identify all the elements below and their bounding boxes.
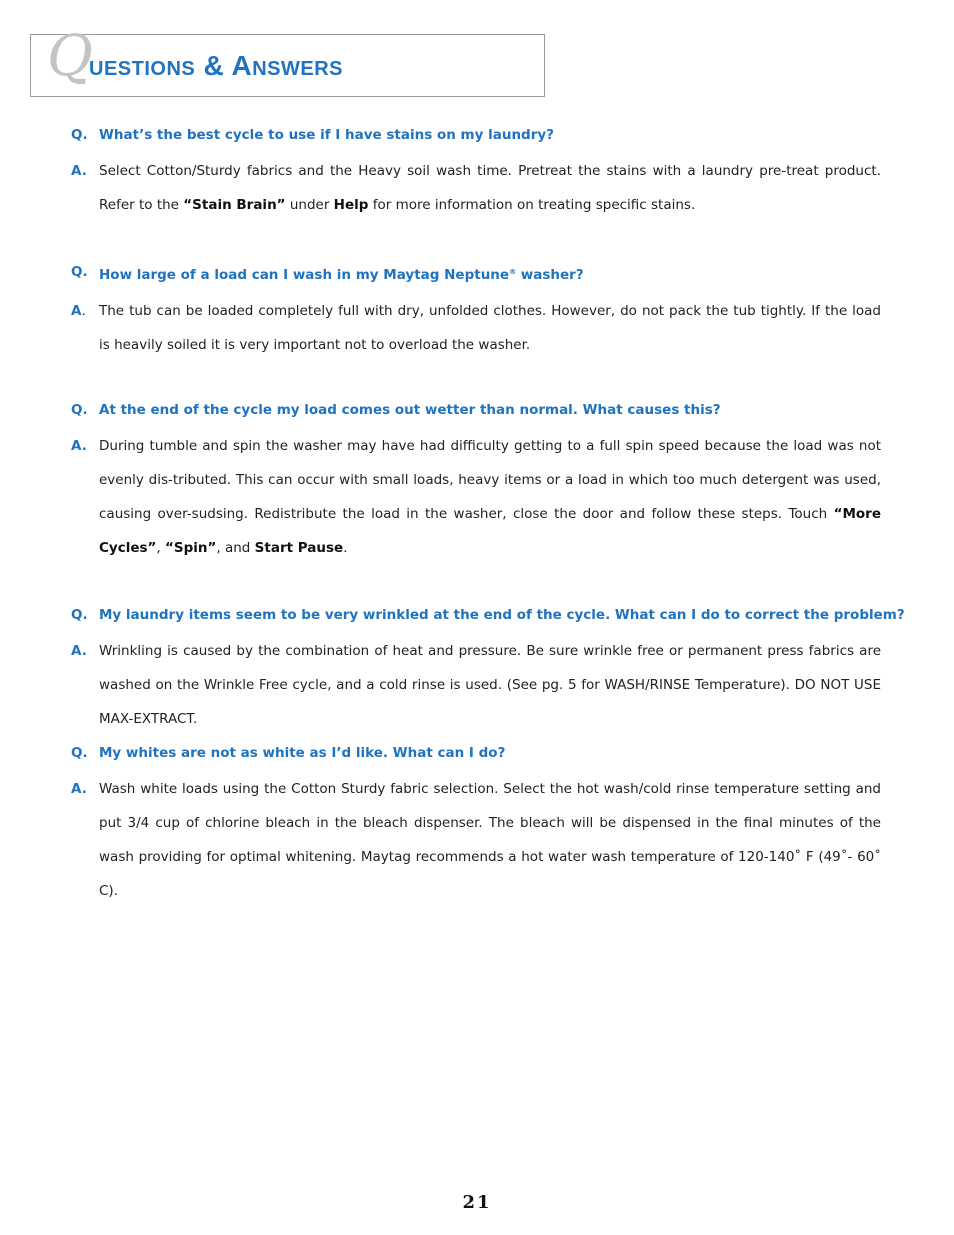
answer-bold-more-cycles: “More Cycles” (99, 506, 881, 556)
question-marker: Q. (71, 745, 88, 761)
question-marker: Q. (71, 402, 88, 418)
answer (71, 429, 881, 565)
qa-item-wrinkles (71, 606, 905, 736)
answer-text: During tumble and spin the washer may have had difficulty getting to a full spin speed because the load was not evenly dis-tributed. This can occur with small loads, heavy items or a load in which too much detergent was used, causing over-sudsing. Redistribute the load in the washer, close the door and follow these steps. Touch (99, 438, 881, 522)
answer-text: . (343, 540, 348, 556)
qa-item-wet-load (71, 401, 881, 565)
answer (71, 294, 881, 362)
question-marker: Q. (71, 607, 88, 623)
question-marker: Q. (71, 264, 88, 280)
answer-marker: A. (71, 163, 87, 179)
question-text: How large of a load can I wash in my Maytag Neptune (99, 267, 510, 283)
question-text: My whites are not as white as I’d like. What can I do? (99, 745, 506, 761)
question (71, 126, 881, 144)
question-text: washer? (516, 267, 584, 283)
page-title: uestions & Answers (89, 50, 343, 81)
answer-marker-letter: A (71, 303, 82, 319)
answer-bold-start-pause: Start Pause (254, 540, 344, 556)
answer-marker (71, 294, 86, 328)
answer-bold-help: Help (333, 197, 369, 213)
header-initial-letter: Q (47, 24, 93, 89)
answer-text: Wash white loads using the Cotton Sturdy fabric selection. Select the hot wash/cold rinse temperature setting and put 3/4 cup of chlorine bleach in the bleach dispenser. The bleach will be dispensed in the final minutes of the wash providing for optimal whitening. Maytag recommends a hot water wash temperature of 120-140˚ F (49˚- 60˚ C). (99, 781, 881, 899)
question-text: What’s the best cycle to use if I have stains on my laundry? (99, 127, 555, 143)
answer (71, 154, 881, 222)
qa-item-whites (71, 744, 881, 908)
question-text: My laundry items seem to be very wrinkled at the end of the cycle. What can I do to correct the problem? (99, 607, 905, 623)
question (71, 263, 881, 284)
answer-text: for more information on treating specific stains. (368, 197, 696, 213)
answer-marker: A. (71, 781, 87, 797)
answer-marker-dot: . (81, 303, 86, 319)
answer (71, 634, 881, 736)
answer-text: under (285, 197, 334, 213)
answer (71, 772, 881, 908)
answer-text: , (156, 540, 165, 556)
answer-text: Select Cotton/Sturdy fabrics and the Heavy soil wash time. Pretreat the stains with a laundry pre-treat product. Refer to the (99, 163, 881, 213)
answer-text: Wrinkling is caused by the combination of heat and pressure. Be sure wrinkle free or permanent press fabrics are washed on the Wrinkle Free cycle, and a cold rinse is used. (See pg. 5 for WASH/RINSE Temperature). DO NOT USE MAX-EXTRACT. (99, 643, 881, 727)
question (71, 401, 881, 419)
question (71, 606, 905, 624)
section-header (30, 24, 545, 97)
answer-bold-stain-brain: “Stain Brain” (183, 197, 286, 213)
qa-item-stains (71, 126, 881, 222)
question (71, 744, 881, 762)
answer-text: The tub can be loaded completely full with dry, unfolded clothes. However, do not pack the tub tightly. If the load is heavily soiled it is very important not to overload the washer. (99, 303, 881, 353)
page-number: 21 (462, 1192, 492, 1213)
answer-text: , and (216, 540, 255, 556)
registered-mark: ® (509, 268, 517, 276)
question-text: At the end of the cycle my load comes out wetter than normal. What causes this? (99, 402, 721, 418)
qa-item-load-size (71, 263, 881, 362)
answer-marker: A. (71, 643, 87, 659)
question-marker: Q. (71, 127, 88, 143)
answer-bold-spin: “Spin” (165, 540, 217, 556)
answer-marker: A. (71, 438, 87, 454)
